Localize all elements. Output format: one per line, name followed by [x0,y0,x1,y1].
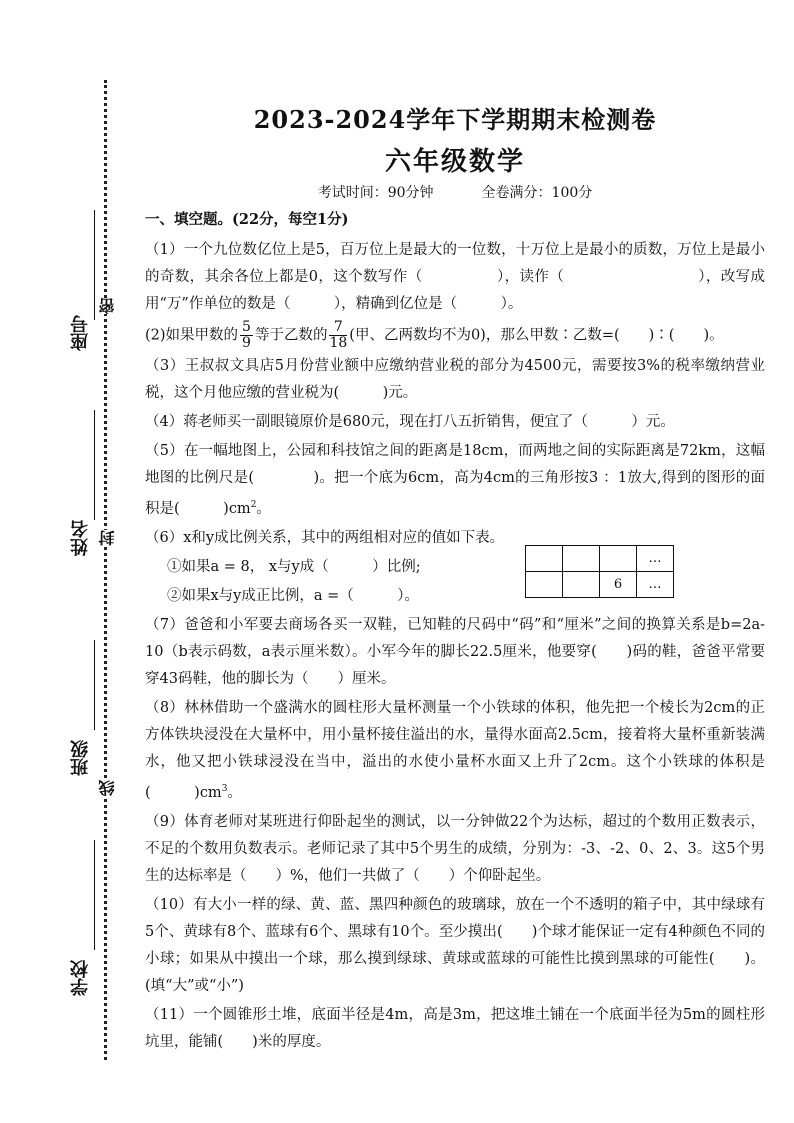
binding-mark-feng: 封 [98,530,117,546]
table-cell [563,571,600,597]
table-row [526,545,674,571]
question-5 [145,438,765,523]
question-3: （3）王叔叔文具店5月份营业额中应缴纳营业税的部分为4500元，需要按3%的税率缴纳营业税，这个月他应缴的营业税为( )元。 [145,358,765,401]
table-cell [563,545,600,571]
q8-superscript: 3 [221,783,228,794]
question-1: （1）一个九位数亿位上是5，百万位上是最大的一位数，十万位上是最小的质数，万位上是最小的奇数，其余各位上都是0，这个数写作（ ），读作（ ），改写成用“万”作单位的数是（ ），精确到亿位是（ ）。 [145,242,765,312]
question-11: （11）一个圆锥形土堆，底面半径是4m，高是3m，把这堆土铺在一个底面半径为5m的圆柱形坑里，能铺( )米的厚度。 [145,1006,765,1050]
seat-number-label: 座号 [70,315,91,351]
q6-value-table [525,545,674,598]
binding-mark-xian: 线 [98,780,117,796]
table-cell: … [637,571,674,597]
school-label: 学校 [70,960,91,996]
fraction-denominator: 18 [329,335,348,351]
q5-end: 。 [256,500,271,517]
question-10: （10）有大小一样的绿、黄、蓝、黑四种颜色的玻璃球，放在一个不透明的箱子中，其中绿球有5个、黄球有8个、蓝球有6个、黑球有10个。至少摸出( )个球才能保证一定有4种颜色不同的小球；如果从中摸出一个球，那么摸到绿球、黄球或蓝球的可能性比摸到黑球的可能性( )。(填“大”或“小”) [145,896,765,994]
name-line [94,410,95,520]
table-cell [600,545,637,571]
table-cell: 6 [600,571,637,597]
fraction-7-18 [329,320,347,351]
school-line [94,840,95,950]
table-row [526,571,674,597]
exam-content [145,100,765,1058]
q2-text-b: 等于乙数的 [254,327,328,344]
exam-title: 2023-2024学年下学期期末检测卷 [253,105,657,134]
q2-text-c: (甲、乙两数均不为0)，那么甲数∶乙数=( )∶( )。 [349,327,724,344]
fraction-numerator: 7 [329,320,347,336]
fraction-numerator: 5 [242,319,251,335]
question-7: （7）爸爸和小军要去商场各买一双鞋，已知鞋的尺码中“码”和“厘米”之间的换算关系是b=2a-10（b表示码数，a表示厘米数）。小军今年的脚长22.5厘米，他要穿( )码的鞋，爸爸平常要穿43码鞋，他的脚长为（ ）厘米。 [145,616,765,687]
question-8 [145,695,765,807]
q8-text: （8）林林借助一个盛满水的圆柱形大量杯测量一个小铁球的体积，他先把一个棱长为2cm的正方体铁块浸没在大量杯中，用小量杯接住溢出的水，量得水面高2.5cm，接着将大量杯重新装满水，他又把小铁球浸没在当中，溢出的水使小量杯水面又上升了2cm。这个小铁球的体积是( )cm [145,699,765,801]
binding-dotted-line [104,80,107,1060]
binding-margin [60,80,120,1060]
question-6 [145,525,765,610]
question-2 [145,320,765,351]
q2-text-a: (2)如果甲数的 [145,327,239,344]
exam-subtitle: 六年级数学 [384,147,525,177]
table-cell [526,545,563,571]
table-cell: … [637,545,674,571]
question-9: （9）体育老师对某班进行仰卧起坐的测试，以一分钟做22个为达标，超过的个数用正数表示，不足的个数用负数表示。老师记录了其中5个男生的成绩，分别为：-3、-2、0、2、3。这5个男生的达标率是（ ）%，他们一共做了（ ）个仰卧起坐。 [145,813,765,884]
section-heading: 一、填空题。(22分，每空1分) [145,211,349,228]
exam-time: 考试时间：90分钟 [317,185,434,201]
class-line [94,640,95,730]
full-score: 全卷满分：100分 [481,185,593,201]
q6-part-2: ②如果x与y成正比例，a =（ ）。 [167,587,420,604]
q5-superscript: 2 [250,500,257,510]
q8-end: 。 [227,784,242,801]
exam-meta [145,182,765,202]
seat-number-line [94,210,95,320]
binding-mark-mi: 密 [98,298,117,314]
name-label: 姓名 [70,520,91,556]
q6-part-1: ①如果a = 8， x与y成（ ）比例; [167,558,421,575]
fraction-denominator: 9 [242,335,251,351]
q5-text: （5）在一幅地图上，公园和科技馆之间的距离是18cm，而两地之间的实际距离是72km，这幅地图的比例尺是( )。把一个底为6cm，高为4cm的三角形按3 ：1放大,得到的图形的面积是( )cm [145,443,765,517]
q6-text: （6）x和y成比例关系，其中的两组相对应的值如下表。 [145,529,505,546]
question-4: （4）蒋老师买一副眼镜原价是680元，现在打八五折销售，便宜了（ ）元。 [145,414,675,430]
fraction-5-9 [240,320,253,351]
table-cell [526,571,563,597]
class-label: 班级 [70,740,91,776]
